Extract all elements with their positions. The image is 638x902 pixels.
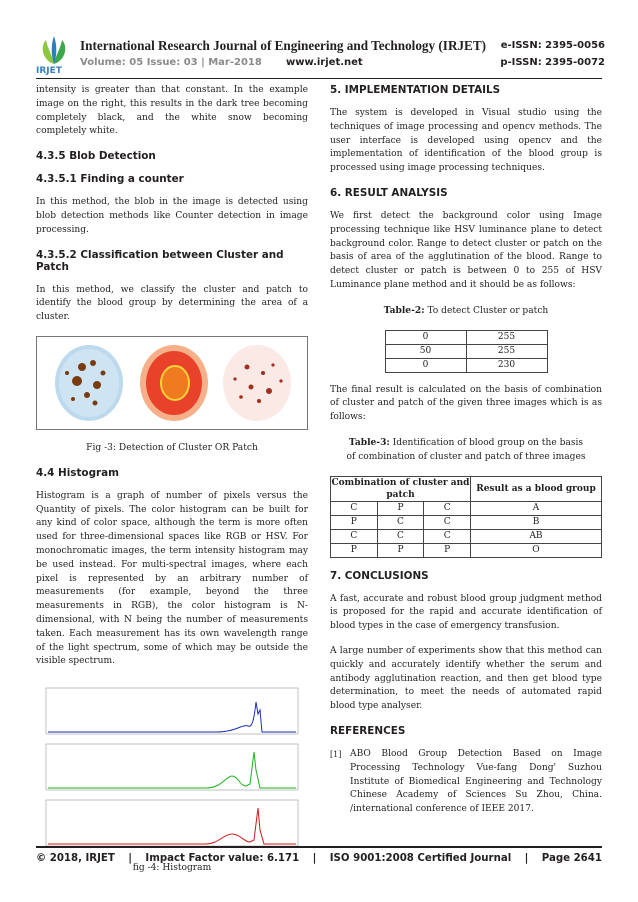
table2-label: Table-2: [383,304,425,316]
paragraph-final-result: The final result is calculated on the basis of combination of cluster and patch of the given three images which is as follows: [330,384,602,423]
table-cell: A [471,501,602,515]
table-row [331,543,602,557]
figure-cluster-patch [36,336,308,430]
reference-text: ABO Blood Group Detection Based on Image Processing Technology Vue-fang Dong' Suzhou Institute of Biomedical Engineering and Technology Chinese Academy of Sciences Su Zhou, China. /international conference of IEEE 2017. [350,748,602,815]
histogram-blue [46,688,298,734]
table-row [385,358,547,372]
table-cell: 255 [466,330,547,344]
footer-impact-factor: Impact Factor value: 6.171 [145,853,300,864]
histogram-red [46,800,298,846]
table-cell: P [377,543,424,557]
table-cell: O [471,543,602,557]
table-row [331,501,602,515]
table3-caption [330,436,602,465]
table-row [331,515,602,529]
table-cell: 255 [466,344,547,358]
table-header-result: Result as a blood group [471,476,602,501]
header-rule [36,78,602,79]
table-cell: C [424,515,471,529]
intro-paragraph: intensity is greater than that constant. In the example image on the right, this results in the dark tree becoming completely black, and the white snow becoming completely white. [36,85,308,137]
table-cell: P [424,543,471,557]
histogram-green [46,744,298,790]
table3-title: Identification of blood group on the basis of combination of cluster and patch of three images [346,437,586,462]
reference-item [330,748,602,817]
figure3-caption: Fig -3: Detection of Cluster OR Patch [86,442,258,453]
page-header [0,0,638,80]
logo-text: IRJET [36,66,62,76]
paragraph-conclusion-1: A fast, accurate and robust blood group judgment method is proposed for the rapid and accurate identification of blood types in the case of emergency transfusion. [330,593,602,632]
table-cell: P [377,501,424,515]
footer-iso: ISO 9001:2008 Certified Journal [329,853,512,864]
footer-copyright: © 2018, IRJET [36,853,115,864]
table-header-combination: Combination of cluster and patch [331,477,470,500]
heading-histogram: 4.4 Histogram [36,466,119,479]
table-blood-group [330,476,602,558]
table-cell: 0 [385,358,466,372]
table-cell: C [377,529,424,543]
heading-conclusions: 7. CONCLUSIONS [330,569,429,582]
table2-title: To detect Cluster or patch [424,305,549,316]
reference-number: [1] [330,749,342,759]
e-issn: e-ISSN: 2395-0056 [500,40,605,51]
volume-issue: Volume: 05 Issue: 03 | Mar-2018 [80,57,262,68]
footer-page-number: Page 2641 [541,853,602,864]
table-cell: 50 [385,344,466,358]
journal-title: International Research Journal of Engineering and Technology (IRJET) [80,38,487,53]
heading-implementation: 5. IMPLEMENTATION DETAILS [330,84,501,96]
paragraph-result-analysis: We first detect the background color using Image processing technique like HSV luminance plane to detect background color. Range to detect cluster or patch on the basis of area of the agglutination of the blood. Range to detect cluster or patch is between 0 to 255 of HSV Luminance plane method and it should be as follows: [330,210,602,290]
footer-separator: | [524,853,529,864]
heading-cluster-patch: 4.3.5.2 Classification between Cluster and Patch [36,248,284,273]
paragraph-conclusion-2: A large number of experiments show that this method can quickly and accurately identify whether the serum and antibody agglutination reaction, and then get blood type determination, to meet the needs of automated rapid blood type analyser. [330,645,602,712]
table-row [331,529,602,543]
table-row [385,344,547,358]
paragraph-cluster-patch: In this method, we classify the cluster and patch to identify the blood group by determining the area of a cluster. [36,284,308,323]
table2-caption [330,304,602,319]
footer-separator: | [128,853,132,864]
table-cell: C [331,529,378,543]
paragraph-finding-counter: In this method, the blob in the image is detected using blob detection methods like Counter detection in image processing. [36,197,308,235]
figure4-caption: fig -4: Histogram [132,863,212,874]
page-footer [36,853,602,864]
table-cell: 230 [466,358,547,372]
table-cell: C [377,515,424,529]
footer-separator: | [312,853,317,864]
table3-label: Table-3: [348,436,390,448]
heading-references: REFERENCES [330,724,406,737]
paragraph-histogram: Histogram is a graph of number of pixels versus the Quantity of pixels. The color histogram can be built for any kind of color space, although the term is more often used for three-dimensional spaces like RGB or HSV. For monochromatic images, the term intensity histogram may be used instead. For multi-spectral images, where each pixel is represented by an arbitrary number of measurements (for example, beyond the three measurements in RGB), the color histogram is N-dimensional, with N being the number of measurements taken. Each measurement has its own wavelength range of the light spectrum, some of which may be outside the visible spectrum. [36,490,308,667]
table-row [385,330,547,344]
table-cell: C [331,501,378,515]
table-cell: B [471,515,602,529]
heading-finding-counter: 4.3.5.1 Finding a counter [36,173,184,186]
journal-website: www.irjet.net [286,57,363,68]
p-issn: p-ISSN: 2395-0072 [500,57,605,68]
heading-result-analysis: 6. RESULT ANALYSIS [330,186,448,199]
table-cluster-patch-range [385,330,548,373]
table-cell: AB [471,529,602,543]
footer-rule [36,846,602,848]
figure-histogram [36,680,308,854]
histogram-plots [36,680,308,854]
table-cell: P [331,543,378,557]
heading-blob-detection: 4.3.5 Blob Detection [36,150,156,163]
table-header-row [331,476,602,501]
blood-samples-image [37,337,307,427]
right-column [330,84,602,817]
table-cell: C [424,529,471,543]
table-cell: C [424,501,471,515]
table-cell: 0 [385,330,466,344]
paragraph-implementation: The system is developed in Visual studio using the techniques of image processing and opencv methods. The user interface is developed using opencv and the implementation of identification of the blood group is processed using image processing techniques. [330,108,602,174]
table-cell: P [331,515,378,529]
left-column [36,84,308,887]
